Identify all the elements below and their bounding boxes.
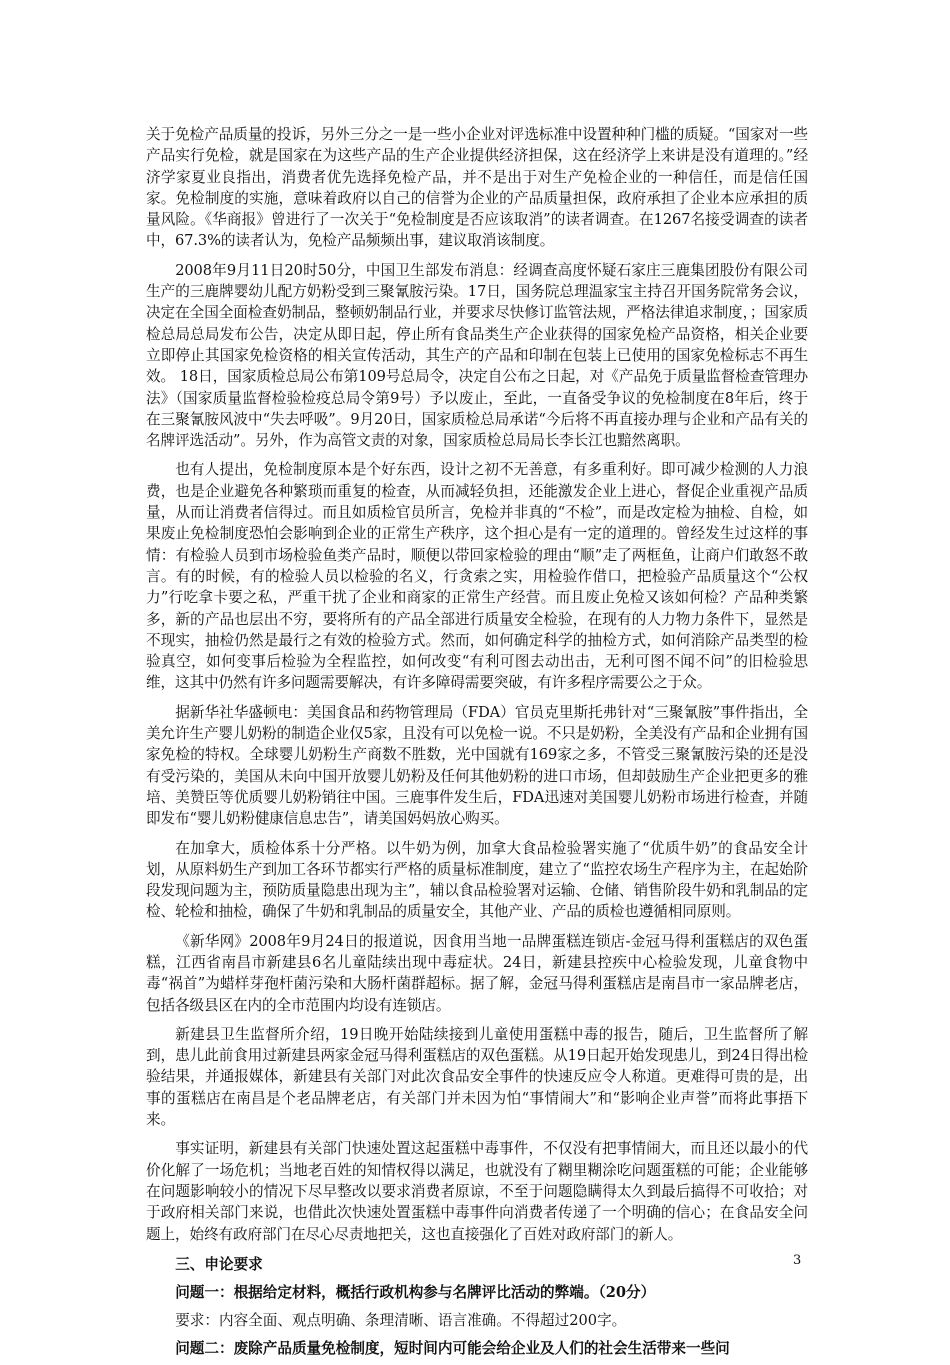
paragraph-6: 《新华网》2008年9月24日的报道说，因食用当地一品牌蛋糕连锁店-金冠马得利蛋糕店的双色蛋糕，江西省南昌市新建县6名儿童陆续出现中毒症状。24日，新建县控疾中心检验发现，儿童食物中毒“祸首”为蜡样芽孢杆菌污染和大肠杆菌群超标。据了解，金冠马得利蛋糕店是南昌市一家品牌老店，包括各级县区在内的全市范围内均设有连锁店。	[146, 932, 808, 1014]
paragraph-4: 据新华社华盛顿电：美国食品和药物管理局（FDA）官员克里斯托弗针对“三聚氰胺”事件指出，全美允许生产婴儿奶粉的制造企业仅5家，且没有可以免检一说。不只是奶粉，全美没有产品和企业拥有国家免检的特权。全球婴儿奶粉生产商数不胜数，光中国就有169家之多，不管受三聚氰胺污染的还是没有受污染的，美国从未向中国开放婴儿奶粉及任何其他奶粉的进口市场，但却鼓励生产企业把更多的雅培、美赞臣等优质婴儿奶粉销往中国。三鹿事件发生后，FDA迅速对美国婴儿奶粉市场进行检查，并随即发布“婴儿奶粉健康信息忠告”，请美国妈妈放心购买。	[146, 703, 808, 828]
requirement-1: 要求：内容全面、观点明确、条理清晰、语言准确。不得超过200字。	[175, 1311, 627, 1329]
paragraph-3: 也有人提出，免检制度原本是个好东西，设计之初不无善意，有多重利好。即可减少检测的人力浪费，也是企业避免各种繁琐而重复的检查，从而减轻负担，还能激发企业上进心，督促企业重视产品质量，从而让消费者信得过。而且如质检官员所言，免检并非真的“不检”，而是改定检为抽检、自检，如果废止免检制度恐怕会影响到企业的正常生产秩序，这个担心是有一定的道理的。曾经发生过这样的事情：有检验人员到市场检验鱼类产品时，顺便以带回家检验的理由“顺”走了两框鱼，让商户们敢怒不敢言。有的时候，有的检验人员以检验的名义，行贪索之实，用检验作借口，把检验产品质量这个“公权力”行吃拿卡要之私，严重干扰了企业和商家的正常生产经营。而且废止免检又该如何检？产品种类繁多，新的产品也层出不穷，要将所有的产品全部进行质量安全检验，在现有的人力物力条件下，显然是不现实，抽检仍然是最行之有效的检验方式。然而，如何确定科学的抽检方式，如何消除产品类型的检验真空，如何变事后检验为全程监控，如何改变“有利可图去动出击，无利可图不闻不问”的旧检验思维，这其中仍然有许多问题需要解决，有许多障碍需要突破，有许多程序需要公之于众。	[146, 461, 808, 692]
question-1: 问题一：根据给定材料，概括行政机构参与名牌评比活动的弊端。（20分）	[175, 1283, 656, 1301]
paragraph-2: 2008年9月11日20时50分，中国卫生部发布消息：经调查高度怀疑石家庄三鹿集团股份有限公司生产的三鹿牌婴幼儿配方奶粉受到三聚氰胺污染。17日，国务院总理温家宝主持召开国务院常务会议，决定在全国全面检查奶制品，整顿奶制品行业，并要求尽快修订监管法规，严格法律追求制度，；国家质检总局总局发布公告，决定从即日起，停止所有食品类生产企业获得的国家免检产品资格，相关企业要立即停止其国家免检资格的相关宣传活动，其生产的产品和印制在包装上已使用的国家免检标志不再生效。 18日，国家质检总局公布第109号总局令，决定自公布之日起，对《产品免于质量监督检查管理办法》（国家质量监督检验检疫总局令第9号）予以废止，至此，一直备受争议的免检制度在8年后，终于在三聚氰胺风波中“失去呼吸”。9月20日，国家质检总局承诺“今后将不再直接办理与企业和产品有关的名牌评选活动”。另外，作为高管文责的对象，国家质检总局局长李长江也黯然离职。	[146, 261, 808, 450]
paragraph-1: 关于免检产品质量的投诉，另外三分之一是一些小企业对评选标准中设置种种门槛的质疑。“国家对一些产品实行免检，就是国家在为这些产品的生产企业提供经济担保，这在经济学上来讲是没有道理的。”经济学家夏业良指出，消费者优先选择免检产品，并不是出于对生产免检企业的一种信任，而是信任国家。免检制度的实施，意味着政府以自己的信誉为企业的产品质量担保，政府承担了企业本应承担的质量风险。《华商报》曾进行了一次关于“免检制度是否应该取消”的读者调查。在1267名接受调查的读者中，67.3%的读者认为，免检产品频频出事，建议取消该制度。	[146, 126, 808, 250]
paragraph-8: 事实证明，新建县有关部门快速处置这起蛋糕中毒事件，不仅没有把事情闹大，而且还以最小的代价化解了一场危机；当地老百姓的知情权得以满足，也就没有了糊里糊涂吃问题蛋糕的可能；企业能够在问题影响较小的情况下尽早整改以要求消费者原谅，不至于问题隐瞒得太久到最后搞得不可收拾；对于政府相关部门来说，也借此次快速处置蛋糕中毒事件向消费者传递了一个明确的信心；在食品安全问题上，始终有政府部门在尽心尽责地把关，这也直接强化了百姓对政府部门的新人。	[146, 1140, 808, 1243]
paragraph-7: 新建县卫生监督所介绍，19日晚开始陆续接到儿童使用蛋糕中毒的报告，随后，卫生监督所了解到，患儿此前食用过新建县两家金冠马得利蛋糕店的双色蛋糕。从19日起开始发现患儿，到24日得出检验结果，并通报媒体，新建县有关部门对此次食品安全事件的快速反应令人称道。更难得可贵的是，出事的蛋糕店在南昌是个老品牌老店，有关部门并未因为怕“事情闹大”和“影响企业声誉”而将此事捂下来。	[146, 1025, 808, 1129]
document-body	[146, 124, 808, 1365]
paragraph-5: 在加拿大，质检体系十分严格。以牛奶为例，加拿大食品检验署实施了“优质牛奶”的食品安全计划，从原料奶生产到加工各环节都实行严格的质量标准制度，建立了“监控农场生产程序为主，在起始阶段发现问题为主，预防质量隐患出现为主”，辅以食品检验署对运输、仓储、销售阶段牛奶和乳制品的定检、轮检和抽检，确保了牛奶和乳制品的质量安全，其他产业、产品的质检也遵循相同原则。	[146, 839, 808, 921]
question-2: 问题二：废除产品质量免检制度，短时间内可能会给企业及人们的社会生活带来一些问	[175, 1339, 730, 1357]
section-heading: 三、申论要求	[175, 1255, 263, 1273]
page-number: 3	[793, 1253, 802, 1268]
